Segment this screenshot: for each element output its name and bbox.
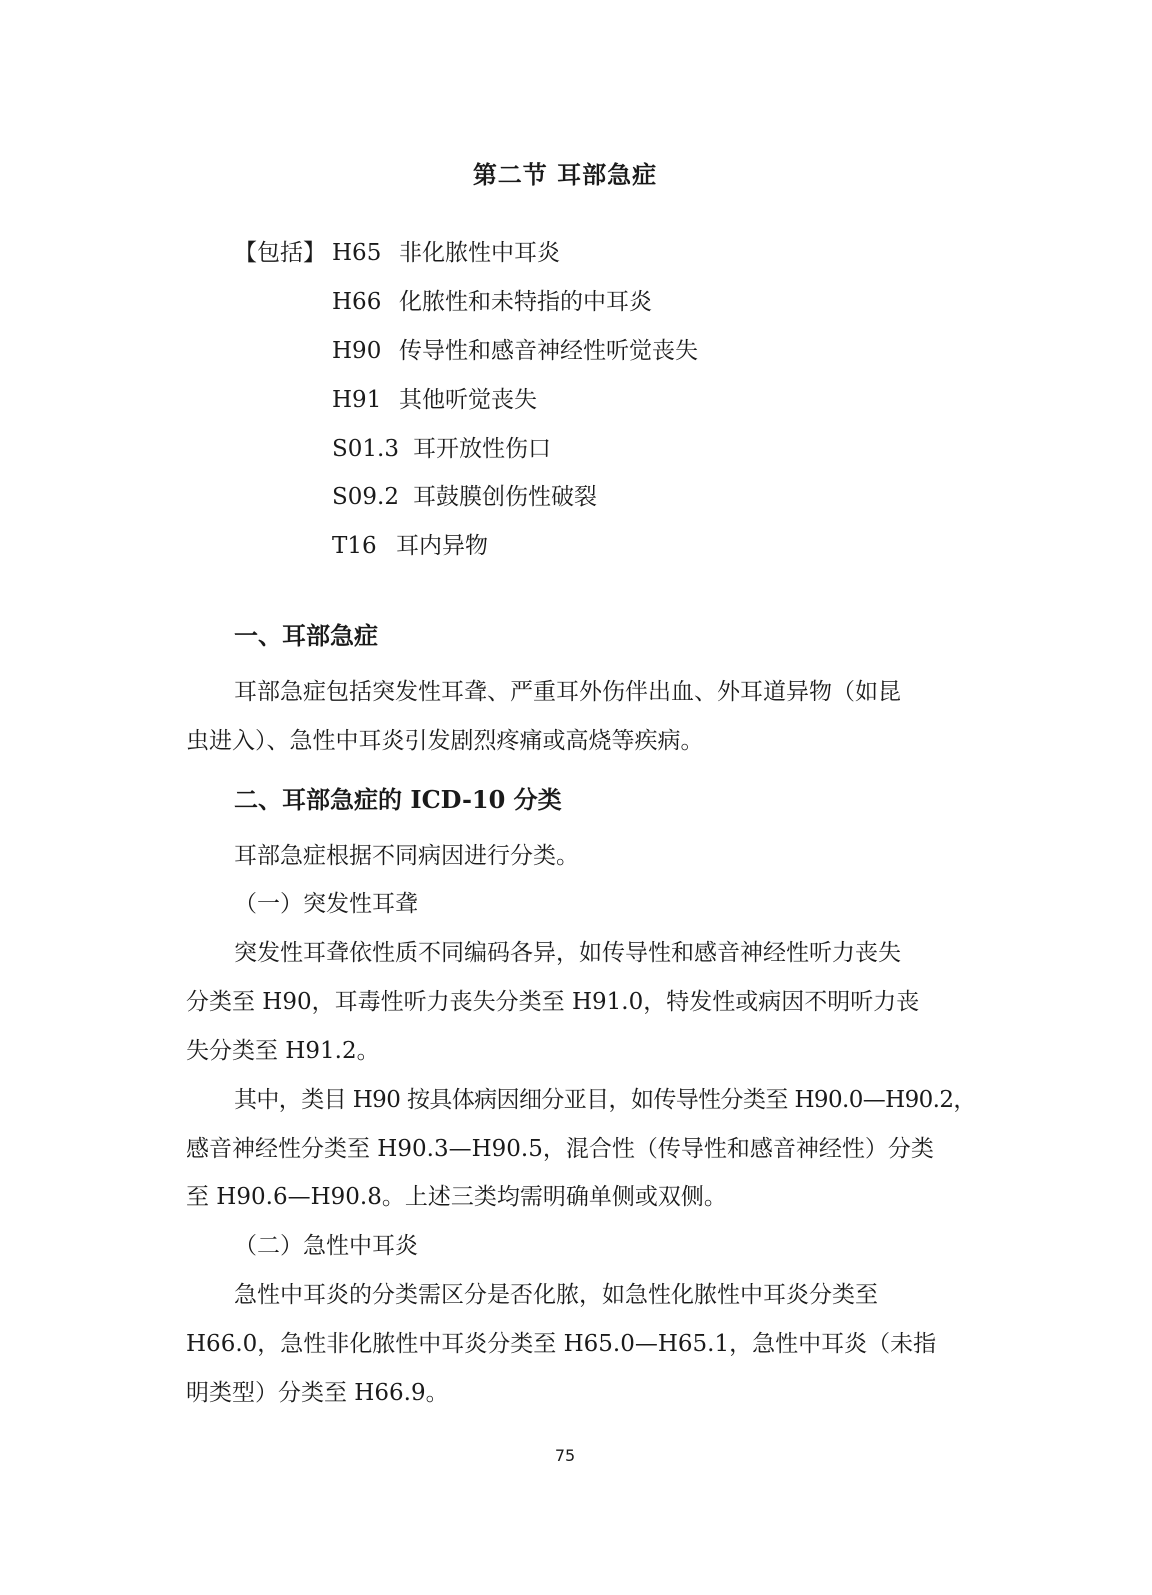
list-item bbox=[332, 531, 488, 561]
list-item bbox=[332, 434, 551, 464]
section-heading: 一、耳部急症 bbox=[234, 621, 378, 650]
paragraph-line: H66.0，急性非化脓性中耳炎分类至 H65.0—H65.1，急性中耳炎（未指 bbox=[186, 1331, 937, 1357]
subheading: （一）突发性耳聋 bbox=[234, 891, 418, 917]
subheading: （二）急性中耳炎 bbox=[234, 1233, 418, 1259]
icd-desc: 耳开放性伤口 bbox=[413, 436, 551, 462]
icd-desc: 其他听觉丧失 bbox=[399, 387, 537, 413]
icd-code: H91 bbox=[332, 387, 382, 413]
list-item bbox=[332, 482, 597, 512]
paragraph-line: 虫进入）、急性中耳炎引发剧烈疼痛或高烧等疾病。 bbox=[186, 728, 704, 754]
icd-code: T16 bbox=[332, 533, 377, 559]
paragraph-line: 失分类至 H91.2。 bbox=[186, 1038, 380, 1064]
icd-code: H65 bbox=[332, 240, 382, 266]
paragraph-line: 明类型）分类至 H66.9。 bbox=[186, 1380, 449, 1406]
icd-desc: 非化脓性中耳炎 bbox=[399, 240, 560, 266]
paragraph-line: 急性中耳炎的分类需区分是否化脓，如急性化脓性中耳炎分类至 bbox=[234, 1282, 878, 1308]
list-item bbox=[332, 287, 652, 317]
icd-code: S01.3 bbox=[332, 436, 399, 462]
icd-desc: 化脓性和未特指的中耳炎 bbox=[399, 289, 652, 315]
icd-desc: 耳内异物 bbox=[396, 533, 488, 559]
list-item bbox=[332, 336, 698, 366]
paragraph-line: 突发性耳聋依性质不同编码各异，如传导性和感音神经性听力丧失 bbox=[234, 940, 901, 966]
icd-code: S09.2 bbox=[332, 484, 399, 510]
paragraph-line: 耳部急症根据不同病因进行分类。 bbox=[234, 843, 579, 869]
paragraph-line: 其中，类目 H90 按具体病因细分亚目，如传导性分类至 H90.0—H90.2， bbox=[234, 1087, 976, 1113]
icd-code: H90 bbox=[332, 338, 382, 364]
paragraph-line: 感音神经性分类至 H90.3—H90.5，混合性（传导性和感音神经性）分类 bbox=[186, 1136, 934, 1162]
icd-code: H66 bbox=[332, 289, 382, 315]
includes-label: 【包括】 bbox=[234, 240, 326, 266]
paragraph-line: 分类至 H90，耳毒性听力丧失分类至 H91.0，特发性或病因不明听力丧 bbox=[186, 989, 920, 1015]
icd-desc: 传导性和感音神经性听觉丧失 bbox=[399, 338, 698, 364]
section-heading: 二、耳部急症的 ICD-10 分类 bbox=[234, 785, 562, 814]
list-item bbox=[332, 385, 537, 415]
icd-desc: 耳鼓膜创伤性破裂 bbox=[413, 484, 597, 510]
page-number: 75 bbox=[554, 1446, 576, 1465]
paragraph-line: 至 H90.6—H90.8。上述三类均需明确单侧或双侧。 bbox=[186, 1184, 727, 1210]
page-title: 第二节 耳部急症 bbox=[472, 160, 658, 189]
list-item bbox=[332, 238, 560, 268]
paragraph-line: 耳部急症包括突发性耳聋、严重耳外伤伴出血、外耳道异物（如昆 bbox=[234, 679, 901, 705]
